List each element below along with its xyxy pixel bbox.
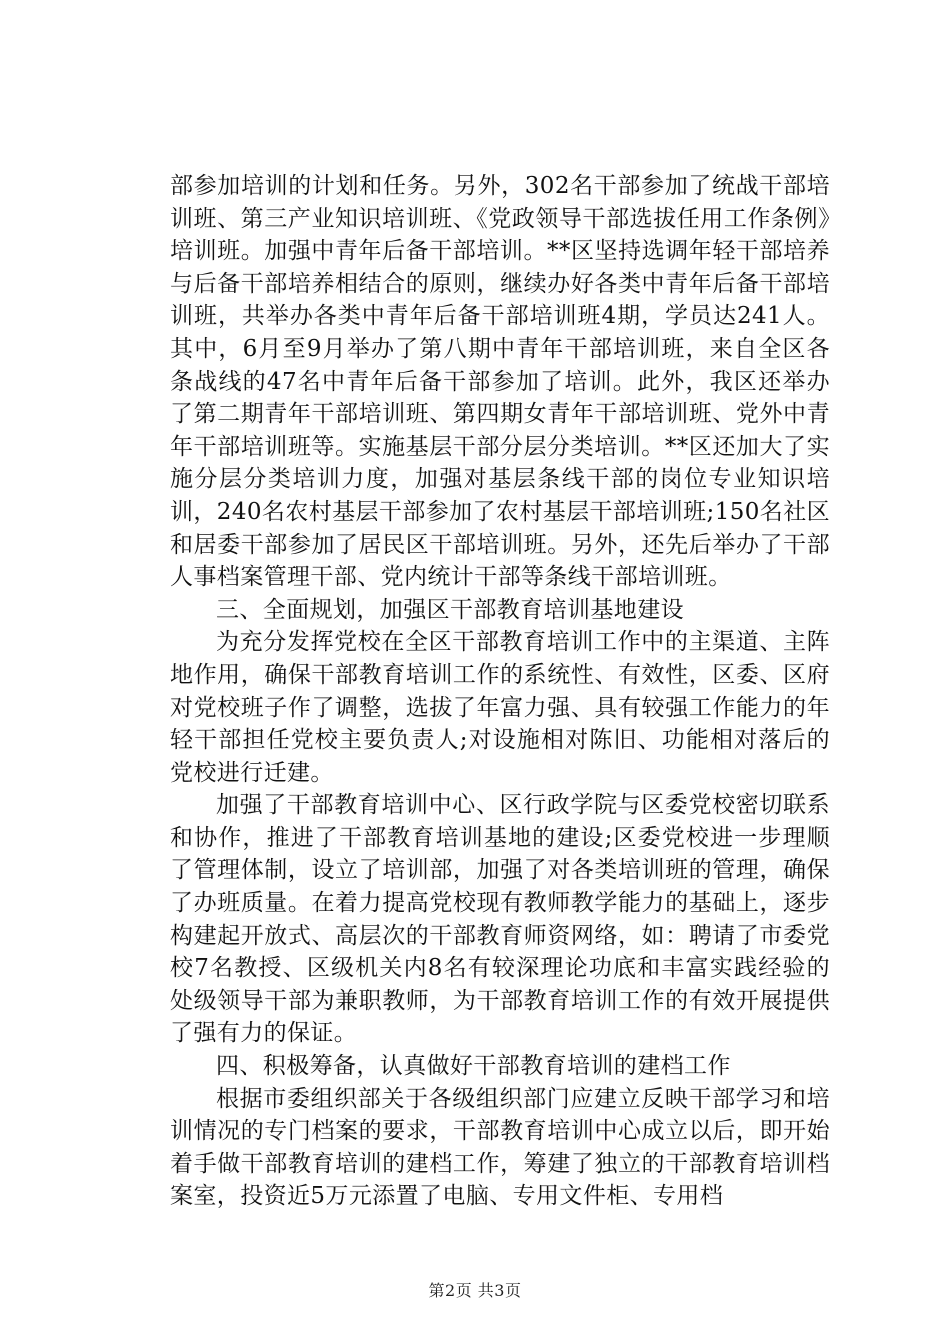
paragraph-4: 根据市委组织部关于各级组织部门应建立反映干部学习和培训情况的专门档案的要求，干部教育培训中心成立以后，即开始着手做干部教育培训的建档工作，筹建了独立的干部教育培训档案室，投资近5万元添置了电脑、专用文件柜、专用档 (170, 1085, 830, 1210)
paragraph-3: 加强了干部教育培训中心、区行政学院与区委党校密切联系和协作，推进了干部教育培训基地的建设;区委党校进一步理顺了管理体制，设立了培训部，加强了对各类培训班的管理，确保了办班质量。在着力提高党校现有教师教学能力的基础上，逐步构建起开放式、高层次的干部教育师资网络，如：聘请了市委党校7名教授、区级机关内8名有较深理论功底和丰富实践经验的处级领导干部为兼职教师，为干部教育培训工作的有效开展提供了强有力的保证。 (170, 792, 830, 1047)
paragraph-2: 为充分发挥党校在全区干部教育培训工作中的主渠道、主阵地作用，确保干部教育培训工作的系统性、有效性，区委、区府对党校班子作了调整，选拔了年富力强、具有较强工作能力的年轻干部担任党校主要负责人;对设施相对陈旧、功能相对落后的党校进行迁建。 (170, 629, 830, 786)
document-body (170, 170, 830, 1213)
section-heading-3: 三、全面规划，加强区干部教育培训基地建设 (216, 596, 684, 623)
paragraph-1: 部参加培训的计划和任务。另外，302名干部参加了统战干部培训班、第三产业知识培训班、《党政领导干部选拔任用工作条例》培训班。加强中青年后备干部培训。**区坚持选调年轻干部培养与后备干部培养相结合的原则，继续办好各类中青年后备干部培训班，共举办各类中青年后备干部培训班4期，学员达241人。其中，6月至9月举办了第八期中青年干部培训班，来自全区各条战线的47名中青年后备干部参加了培训。此外，我区还举办了第二期青年干部培训班、第四期女青年干部培训班、党外中青年干部培训班等。实施基层干部分层分类培训。**区还加大了实施分层分类培训力度，加强对基层条线干部的岗位专业知识培训，240名农村基层干部参加了农村基层干部培训班;150名社区和居委干部参加了居民区干部培训班。另外，还先后举办了干部人事档案管理干部、党内统计干部等条线干部培训班。 (170, 173, 830, 591)
section-heading-4: 四、积极筹备，认真做好干部教育培训的建档工作 (216, 1053, 731, 1080)
page-footer: 第2页 共3页 (428, 1281, 522, 1300)
